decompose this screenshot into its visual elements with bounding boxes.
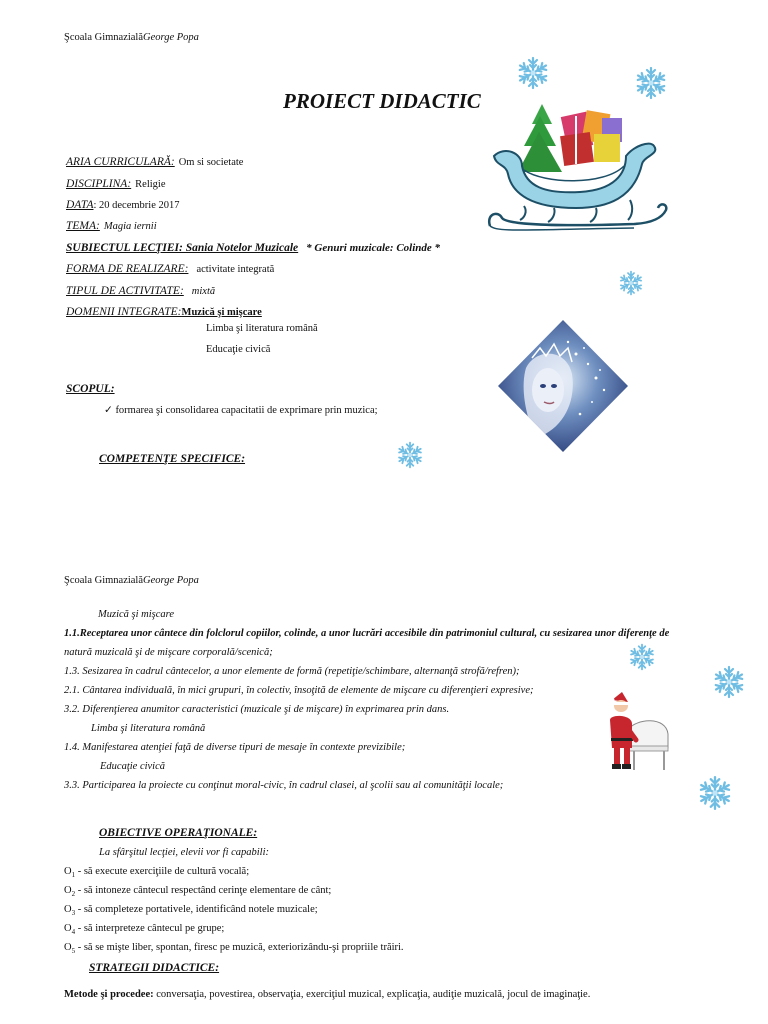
- snowflake-icon: [697, 775, 733, 811]
- competence-1-1-cont: natură muzicală şi de mişcare corporală/scenică;: [64, 647, 273, 658]
- competence-1-4: 1.4. Manifestarea atenţiei faţă de diverse tipuri de mesaje în contexte previzibile;: [64, 742, 406, 753]
- domain-civica: Educaţie civică: [206, 344, 271, 355]
- santa-piano-image: [606, 690, 670, 774]
- field-tema: TEMA: Magia iernii: [66, 220, 157, 232]
- field-domenii: DOMENII INTEGRATE:Muzică şi mişcare: [66, 306, 262, 318]
- competence-1-3: 1.3. Sesizarea în cadrul cântecelor, a unor elemente de formă (repetiţie/schimbare, alternanţă strofă/refren);: [64, 666, 520, 677]
- sleigh-icon: [484, 94, 670, 236]
- school-header: Şcoala GimnazialăGeorge Popa: [64, 32, 199, 43]
- objective-2: $O_2$ - să intoneze cântecul respectând cerinţe elementare de cânt;: [64, 885, 332, 899]
- snow-queen-image: [496, 318, 630, 454]
- competente-label: COMPETENŢE SPECIFICE:: [99, 453, 246, 465]
- objectives-label: OBIECTIVE OPERAŢIONALE:: [99, 827, 258, 839]
- subsection-lang: Limba şi literatura română: [91, 723, 206, 734]
- field-disciplina: DISCIPLINA: Religie: [66, 178, 166, 190]
- subsection-civic: Educaţie civică: [100, 761, 166, 772]
- subsection-music: Muzică şi mişcare: [98, 609, 175, 620]
- snowflake-icon: [618, 270, 644, 296]
- competence-3-2: 3.2. Diferenţierea anumitor caracteristici (muzicale şi de mişcare) în exprimarea prin dans.: [64, 704, 450, 715]
- objective-5: $O_5$ - să se mişte liber, spontan, firesc pe muzică, exteriorizându-şi propriile trăiri.: [64, 942, 404, 956]
- field-subiectul: SUBIECTUL LECŢIEI: Sania Notelor Muzicale * Genuri muzicale: Colinde *: [66, 242, 441, 254]
- field-data: DATA: 20 decembrie 2017: [66, 199, 180, 211]
- check-icon: ✓: [104, 405, 113, 416]
- snowflake-icon: [628, 643, 656, 671]
- snowflake-icon: [396, 441, 424, 469]
- competence-1-1: 1.1.Receptarea unor cântece din folclorul copiilor, colinde, a unor lucrări accesibile din patrimoniul cultural, cu sesizarea unor diferenţe de: [64, 628, 670, 639]
- snowflake-icon: [634, 66, 668, 100]
- field-tipul: TIPUL DE ACTIVITATE: mixtă: [66, 285, 216, 297]
- scopul-item: ✓ formarea şi consolidarea capacitatii de exprimare prin muzica;: [104, 405, 378, 416]
- domain-limba: Limba şi literatura română: [206, 323, 318, 334]
- objective-3: $O_3$ - să completeze portativele, identificând notele muzicale;: [64, 904, 318, 918]
- competence-3-3: 3.3. Participarea la proiecte cu conţinut moral-civic, în cadrul clasei, al şcolii sau al comunităţii locale;: [64, 780, 504, 791]
- field-aria-curriculara: ARIA CURRICULARĂ: Om si societate: [66, 156, 244, 168]
- scopul-label: SCOPUL:: [66, 383, 115, 395]
- objective-4: $O_4$ - să interpreteze cântecul pe grupe;: [64, 923, 225, 937]
- field-forma: FORMA DE REALIZARE: activitate integrată: [66, 263, 275, 275]
- school-header-2: Şcoala GimnazialăGeorge Popa: [64, 575, 199, 586]
- snowflake-icon: [516, 56, 550, 90]
- snowflake-icon: [712, 665, 746, 699]
- strategies-label: STRATEGII DIDACTICE:: [89, 962, 220, 974]
- page-title: PROIECT DIDACTIC: [283, 89, 481, 113]
- competence-2-1: 2.1. Cântarea individuală, în mici grupuri, în colectiv, însoţită de elemente de mişcare cu diferenţieri expresive;: [64, 685, 534, 696]
- methods-line: Metode şi procedee: conversaţia, povestirea, observaţia, exerciţiul muzical, explicaţia, audiţie muzicală, jocul de imaginaţie.: [64, 989, 591, 1000]
- objectives-intro: La sfârşitul lecţiei, elevii vor fi capabili:: [99, 847, 270, 858]
- objective-1: $O_1$ - să execute exerciţiile de cultură vocală;: [64, 866, 250, 880]
